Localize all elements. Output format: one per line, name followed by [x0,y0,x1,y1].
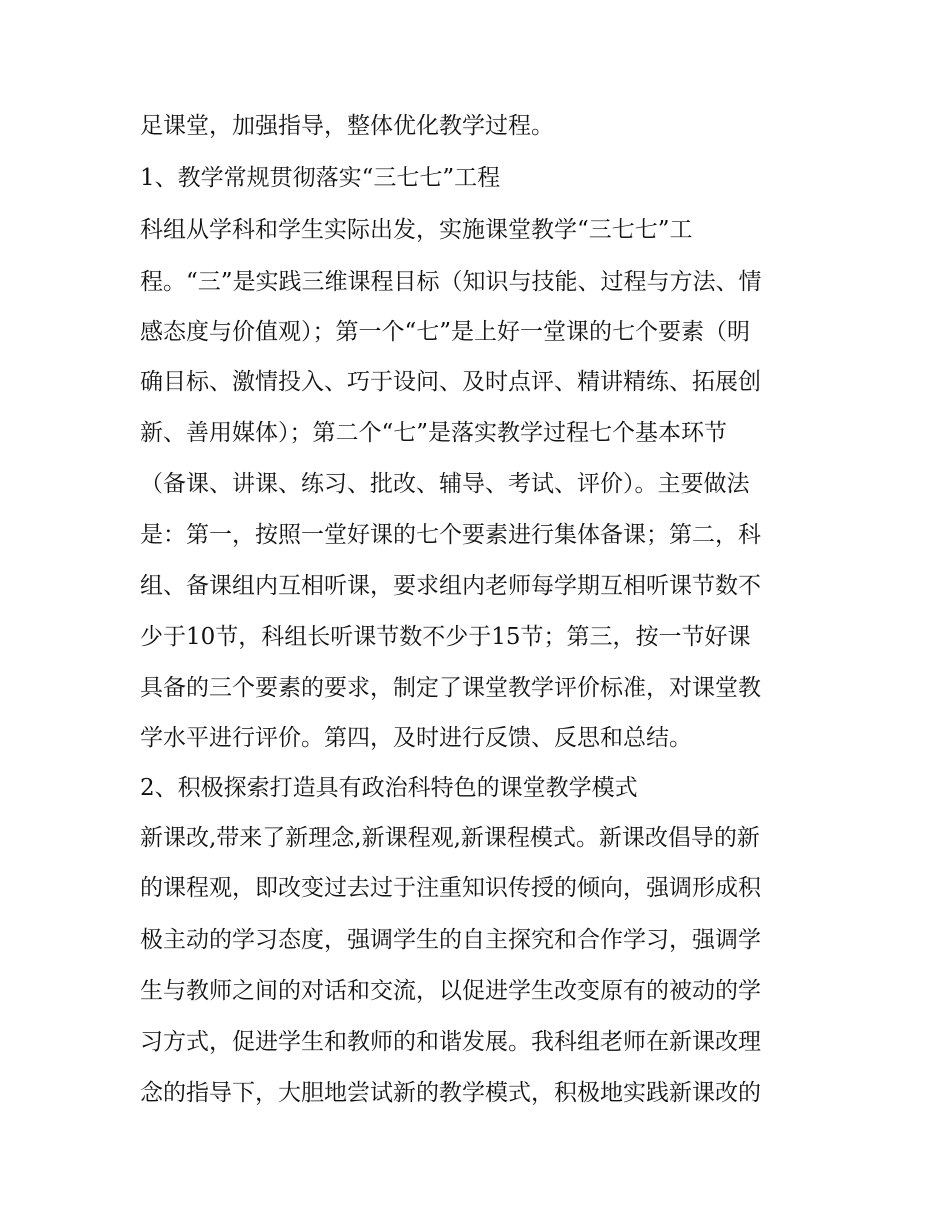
text-line: 是：第一，按照一堂好课的七个要素进行集体备课；第二，科 [140,522,761,548]
text-line: 科组从学科和学生实际出发，实施课堂教学“三七七”工 [140,217,693,243]
text-line: 组、备课组内互相听课，要求组内老师每学期互相听课节数不 [140,573,761,599]
text-line: 念的指导下，大胆地尝试新的教学模式，积极地实践新课改的 [140,1080,761,1106]
text-line: 足课堂，加强指导，整体优化教学过程。 [140,113,554,139]
section-heading-2: 2、积极探索打造具有政治科特色的课堂教学模式 [140,775,638,801]
text-line: 生与教师之间的对话和交流，以促进学生改变原有的被动的学 [140,978,761,1004]
text-line: 程。“三”是实践三维课程目标（知识与技能、过程与方法、情 [140,269,762,295]
text-line: 具备的三个要素的要求，制定了课堂教学评价标准，对课堂教 [140,675,761,701]
section-heading-1: 1、教学常规贯彻落实“三七七”工程 [140,165,501,191]
text-line: 新课改,带来了新理念,新课程观,新课程模式。新课改倡导的新 [140,825,760,851]
text-line: 的课程观，即改变过去过于注重知识传授的倾向，强调形成积 [140,875,761,901]
text-line: 学水平进行评价。第四，及时进行反馈、反思和总结。 [140,725,692,751]
text-line: 感态度与价值观）；第一个“七”是上好一堂课的七个要素（明 [140,319,751,345]
text-line: 习方式，促进学生和教师的和谐发展。我科组老师在新课改理 [140,1029,761,1055]
text-line: 极主动的学习态度，强调学生的自主探究和合作学习，强调学 [140,927,761,953]
text-line: 新、善用媒体）；第二个“七”是落实教学过程七个基本环节 [140,420,728,446]
text-line: 少于10节，科组长听课节数不少于15节；第三，按一节好课 [140,624,751,650]
text-line: （备课、讲课、练习、批改、辅导、考试、评价）。主要做法 [140,471,750,497]
text-line: 确目标、激情投入、巧于设问、及时点评、精讲精练、拓展创 [140,369,761,395]
